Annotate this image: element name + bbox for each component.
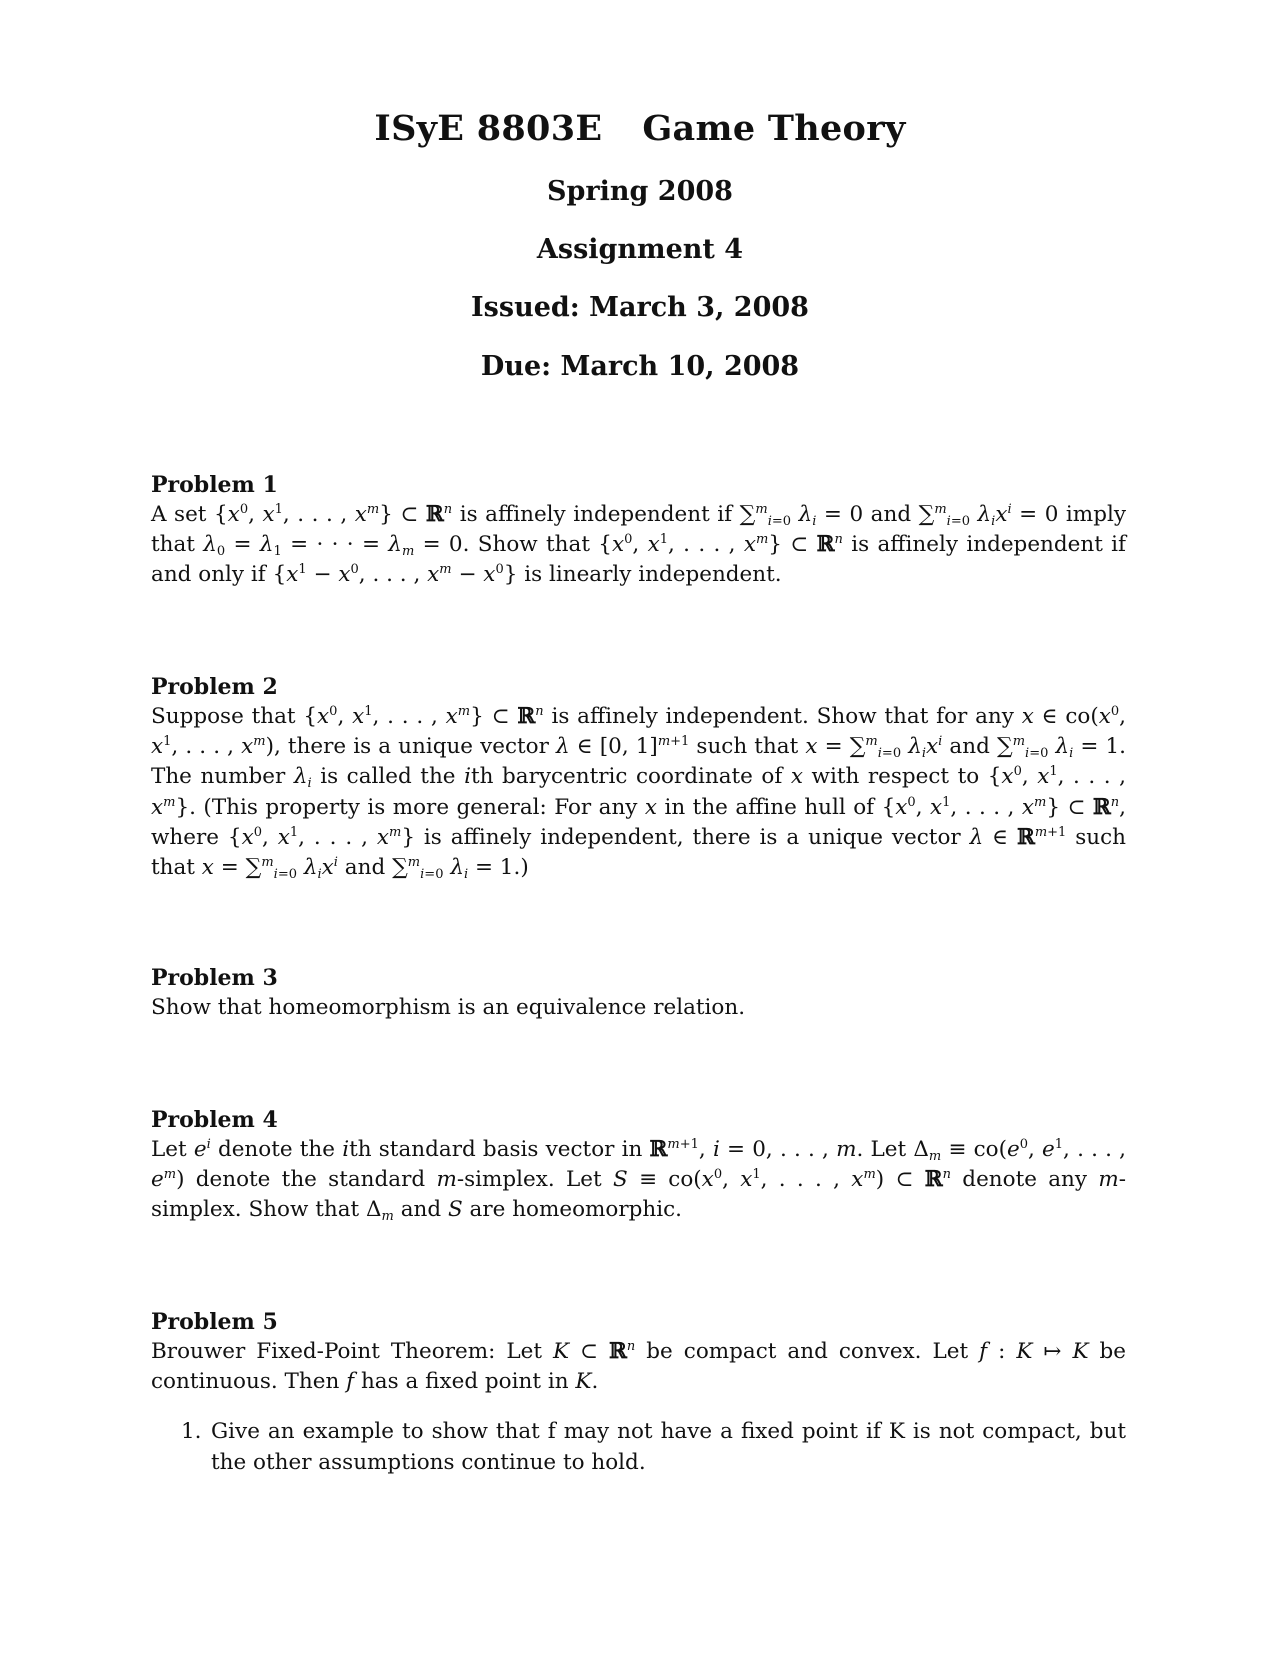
- problem-title: Problem 3: [151, 965, 278, 991]
- item-number: 1.: [181, 1419, 202, 1445]
- subproblem-list: [151, 1417, 1126, 1477]
- course-code: ISyE 8803E: [374, 108, 603, 149]
- assignment-number: Assignment 4: [536, 234, 744, 265]
- problem-1: [151, 470, 1126, 591]
- problem-title: Problem 2: [151, 674, 278, 700]
- course-title: [0, 108, 1280, 149]
- problem-3: [151, 963, 1126, 1023]
- problem-title: Problem 5: [151, 1309, 278, 1335]
- problem-4: [151, 1105, 1126, 1226]
- problem-5: [151, 1307, 1126, 1478]
- problem-text: Suppose that {$x^0$, $x^1$, . . . , $x^m$} ⊂ ℝ$^n$ is affinely independent. Show that for any x ∈ $co(x^0$, $x^1$, . . . , $x^m$), there is a unique vector λ ∈ [0, 1]$^{m+1}$ such that x = ∑$^m_{i=0}$ $\lambda_ix^i$ and ∑$^m_{i=0}$ $\lambda_i = 1$. The number $\lambda_i$ is called the ith barycentric coordinate of x with respect to {$x^0$, $x^1$, . . . , $x^m$}. (This property is more general: For any x in the affine hull of {$x^0$, $x^1$, . . . , $x^m$} ⊂ ℝ$^n$, where {$x^0$, $x^1$, . . . , $x^m$} is affinely independent, there is a unique vector λ ∈ ℝ$^{m+1}$ such that x = ∑$^m_{i=0}$ $\lambda_ix^i$ and ∑$^m_{i=0}$ $\lambda_i = 1$.): [151, 704, 1127, 883]
- issued-date: Issued: March 3, 2008: [471, 292, 809, 323]
- problem-title: Problem 1: [151, 472, 278, 498]
- problem-2: [151, 672, 1126, 883]
- semester: Spring 2008: [547, 176, 733, 207]
- problem-text: Show that homeomorphism is an equivalence relation.: [151, 995, 746, 1020]
- course-subject: Game Theory: [642, 108, 906, 149]
- problem-text: Let $e^i$ denote the ith standard basis vector in ℝ$^{m+1}$, i = 0, . . . , m. Let $\Delta_m \equiv co(e^0$, $e^1$, . . . , $e^m$) denote the standard m-simplex. Let $S \equiv co(x^0$, $x^1$, . . . , $x^m$) ⊂ ℝ$^n$ denote any m-simplex. Show that $\Delta_m$ and S are homeomorphic.: [151, 1137, 1127, 1225]
- problem-title: Problem 4: [151, 1107, 278, 1133]
- item-text: Give an example to show that f may not have a fixed point if K is not compact, but the other assumptions continue to hold.: [211, 1419, 1126, 1475]
- problem-text: A set {$x^0$, $x^1$, . . . , $x^m$} ⊂ ℝ$^n$ is affinely independent if ∑$^m_{i=0}$ $\lambda_i = 0$ and ∑$^m_{i=0}$ $\lambda_ix^i = 0$ imply that $\lambda_0 = \lambda_1$ = · · · = $\lambda_m = 0$. Show that {$x^0$, $x^1$, . . . , $x^m$} ⊂ ℝ$^n$ is affinely independent if and only if {$x^1 - x^0$, . . . , $x^m - x^0$} is linearly independent.: [151, 502, 1127, 588]
- list-item: [151, 1417, 1126, 1477]
- due-date: Due: March 10, 2008: [480, 351, 800, 382]
- problem-text: Brouwer Fixed-Point Theorem: Let K ⊂ ℝ$^n$ be compact and convex. Let f : K ↦ K be continuous. Then f has a fixed point in K.: [151, 1339, 1127, 1395]
